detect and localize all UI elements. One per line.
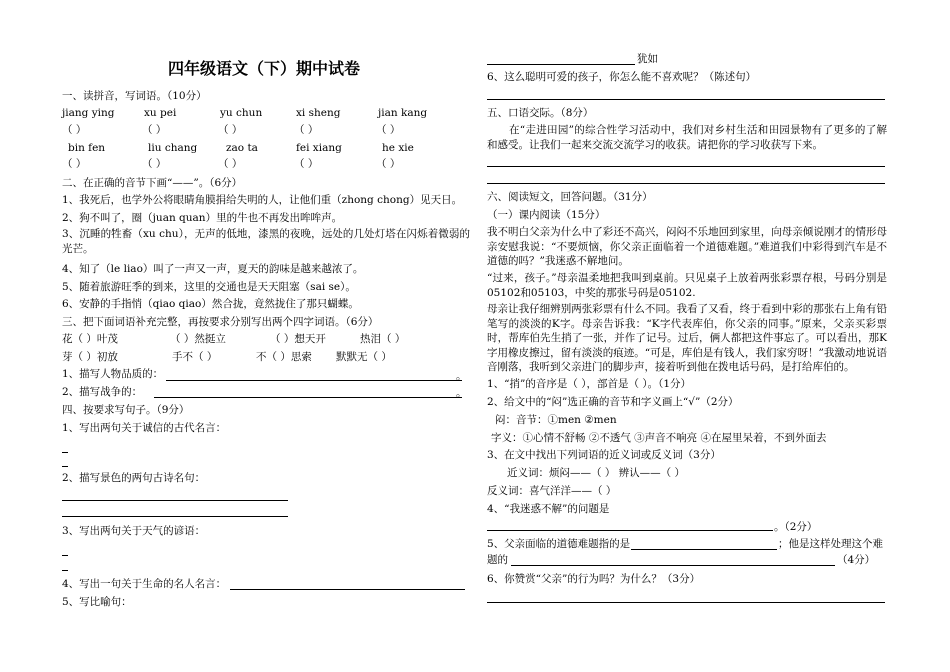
answer-paren[interactable]: （ ） bbox=[294, 158, 319, 170]
s3-q1: 1、描写人物品质的： bbox=[62, 368, 164, 380]
pinyin-7: liu chang bbox=[148, 142, 198, 154]
section-5-heading: 五、口语交际。（8分） bbox=[487, 107, 594, 119]
section-3-heading: 三、把下面词语补充完整，再按要求分别写出两个四字词语。（6分） bbox=[62, 316, 379, 328]
s4-q1: 1、写出两句关于诚信的古代名言： bbox=[62, 422, 227, 434]
answer-line[interactable] bbox=[487, 602, 885, 603]
pinyin-5: jian kang bbox=[378, 107, 428, 119]
answer-dash[interactable] bbox=[62, 570, 68, 571]
answer-paren[interactable]: （ ） bbox=[62, 124, 87, 136]
s4-q5: 5、写比喻句： bbox=[62, 596, 132, 608]
pinyin-4: xi sheng bbox=[296, 107, 341, 119]
answer-line[interactable] bbox=[487, 64, 635, 65]
q6-declarative: 6、这么聪明可爱的孩子，你怎么能不喜欢呢？（陈述句） bbox=[487, 71, 757, 83]
pinyin-9: fei xiang bbox=[296, 142, 342, 154]
s2-item-3: 3、沉睡的牲畜（xu chu），无声的低地，漆黑的夜晚，远处的几处灯塔在闪烁着微弱的光芒。 bbox=[62, 228, 470, 255]
word-fill[interactable]: （ ）然挺立 bbox=[170, 333, 226, 345]
answer-paren[interactable]: （ ） bbox=[218, 158, 243, 170]
q5-tail: （4分） bbox=[837, 554, 876, 566]
s2-item-6: 6、安静的手指悄（qiao qiao）然合拢，竟然拢住了那只蝴蝶。 bbox=[62, 298, 359, 310]
answer-paren[interactable]: （ ） bbox=[62, 158, 87, 170]
word-fill[interactable]: 热泪（ ） bbox=[360, 333, 406, 345]
s5-prompt: 在“走进田园”的综合性学习活动中，我们对乡村生活和田园景物有了更多的了解和感受。让我们一起来交流交流学习的收获。请把你的学习收获写下来。 bbox=[487, 124, 887, 151]
pinyin-6: bin fen bbox=[68, 142, 106, 154]
q5-cont: 题的 bbox=[487, 554, 508, 566]
answer-paren[interactable]: （ ） bbox=[294, 124, 319, 136]
s3-q2: 2、描写战争的： bbox=[62, 386, 143, 398]
answer-line[interactable] bbox=[487, 183, 885, 184]
section-1-heading: 一、读拼音，写词语。（10分） bbox=[62, 90, 207, 102]
s2-item-5: 5、随着旅游旺季的到来，这里的交通也是天天阻塞（sai se）。 bbox=[62, 281, 356, 293]
answer-paren[interactable]: （ ） bbox=[142, 158, 167, 170]
q5-mid: ；他是这样处理这个难 bbox=[778, 538, 883, 550]
q6: 6、你赞赏“父亲”的行为吗？为什么？（3分） bbox=[487, 573, 701, 585]
end-mark: 。 bbox=[456, 387, 467, 399]
answer-line[interactable] bbox=[631, 549, 777, 550]
answer-line[interactable] bbox=[487, 166, 885, 167]
answer-line[interactable] bbox=[230, 589, 465, 590]
answer-line[interactable] bbox=[487, 99, 885, 100]
word-fill[interactable]: 不（ ）思索 bbox=[256, 351, 312, 363]
answer-paren[interactable]: （ ） bbox=[142, 124, 167, 136]
q4-tail: 。（2分） bbox=[774, 521, 818, 533]
answer-line[interactable] bbox=[511, 565, 835, 566]
q3-synonyms: 近义词：烦闷——（ ） 辨认——（ ） bbox=[507, 467, 686, 479]
q5: 5、父亲面临的道德难题指的是 bbox=[487, 538, 631, 550]
word-fill[interactable]: 花（ ）叶茂 bbox=[62, 333, 118, 345]
answer-line[interactable] bbox=[154, 397, 462, 398]
pinyin-2: xu pei bbox=[144, 107, 177, 119]
pinyin-10: he xie bbox=[382, 142, 414, 154]
end-mark: 。 bbox=[456, 370, 467, 382]
s2-item-2: 2、狗不叫了，圈（juan quan）里的牛也不再发出哞哞声。 bbox=[62, 212, 343, 224]
answer-paren[interactable]: （ ） bbox=[376, 124, 401, 136]
q1: 1、“捎”的音序是（ ），部首是（ ）。（1分） bbox=[487, 378, 692, 390]
s2-item-4: 4、知了（le liao）叫了一声又一声，夏天的韵味是越来越浓了。 bbox=[62, 263, 364, 275]
q2: 2、给文中的“闷”选正确的音节和字义画上“√”（2分） bbox=[487, 396, 739, 408]
answer-dash[interactable] bbox=[62, 555, 68, 556]
answer-paren[interactable]: （ ） bbox=[218, 124, 243, 136]
section-2-heading: 二、在正确的音节下画“——”。（6分） bbox=[62, 177, 243, 189]
q2-options-b: 字义：①心情不舒畅 ②不透气 ③声音不响亮 ④在屋里呆着，不到外面去 bbox=[491, 432, 827, 444]
pinyin-8: zao ta bbox=[226, 142, 258, 154]
pinyin-1: jiang ying bbox=[62, 107, 115, 119]
word-fill[interactable]: 默默无（ ） bbox=[336, 351, 392, 363]
answer-line[interactable] bbox=[62, 500, 288, 501]
passage-p1: 我不明白父亲为什么中了彩还不高兴，闷闷不乐地回到家里，向母亲倾说刚才的情形母亲安慰我说：“不要烦恼，你父亲正面临着一个道德难题。”难道我们中彩得到汽车是不道德的吗？”我迷惑不解地问。 bbox=[487, 226, 887, 267]
q4: 4、“我迷惑不解”的问题是 bbox=[487, 503, 610, 515]
pinyin-3: yu chun bbox=[220, 107, 263, 119]
s2-item-1: 1、我死后，也学外公将眼睛角膜捐给失明的人，让他们重（zhong chong）见天日。 bbox=[62, 194, 463, 206]
section-6-sub: （一）课内阅读（15分） bbox=[487, 209, 606, 221]
simile-tail: 犹如 bbox=[637, 53, 658, 65]
q3-antonyms: 反义词：喜气洋洋——（ ） bbox=[487, 485, 617, 497]
passage-p2: “过来，孩子。”母亲温柔地把我叫到桌前。只见桌子上放着两张彩票存根，号码分别是05102和05103，中奖的那张号码是05102. bbox=[487, 272, 887, 299]
word-fill[interactable]: （ ）想天开 bbox=[270, 333, 326, 345]
section-4-heading: 四、按要求写句子。（9分） bbox=[62, 404, 190, 416]
answer-dash[interactable] bbox=[62, 452, 68, 453]
answer-dash[interactable] bbox=[62, 466, 68, 467]
s4-q2: 2、描写景色的两句古诗名句： bbox=[62, 472, 206, 484]
q2-options-a: 闷：音节：①men ②men bbox=[495, 414, 617, 426]
section-6-heading: 六、阅读短文，回答问题。（31分） bbox=[487, 191, 653, 203]
passage-p3: 母亲让我仔细辨别两张彩票有什么不同。我看了又看，终于看到中彩的那张右上角有铅笔写的淡淡的K字。母亲告诉我：“K字代表库伯，你父亲的同事。”原来，父亲买彩票时，帮库伯先生捎了一张，并作了记号。过后，俩人都把这件事忘了。可以看出，那K字用橡皮擦过，留有淡淡的痕迹。“可是，库伯是有钱人，我们家穷呀！”我激动地说语音刚落，我听到父亲进门的脚步声，接着听到他在拨电话号码，是打给库伯的。 bbox=[487, 303, 887, 373]
s4-q4: 4、写出一句关于生命的名人名言： bbox=[62, 578, 227, 590]
answer-line[interactable] bbox=[62, 516, 288, 517]
word-fill[interactable]: 芽（ ）初放 bbox=[62, 351, 118, 363]
page-title: 四年级语文（下）期中试卷 bbox=[168, 59, 361, 78]
answer-paren[interactable]: （ ） bbox=[376, 158, 401, 170]
q3: 3、在文中找出下列词语的近义词或反义词（3分） bbox=[487, 449, 721, 461]
answer-line[interactable] bbox=[487, 530, 773, 531]
word-fill[interactable]: 手不（ ） bbox=[172, 351, 218, 363]
s4-q3: 3、写出两句关于天气的谚语： bbox=[62, 525, 206, 537]
answer-line[interactable] bbox=[166, 380, 462, 381]
